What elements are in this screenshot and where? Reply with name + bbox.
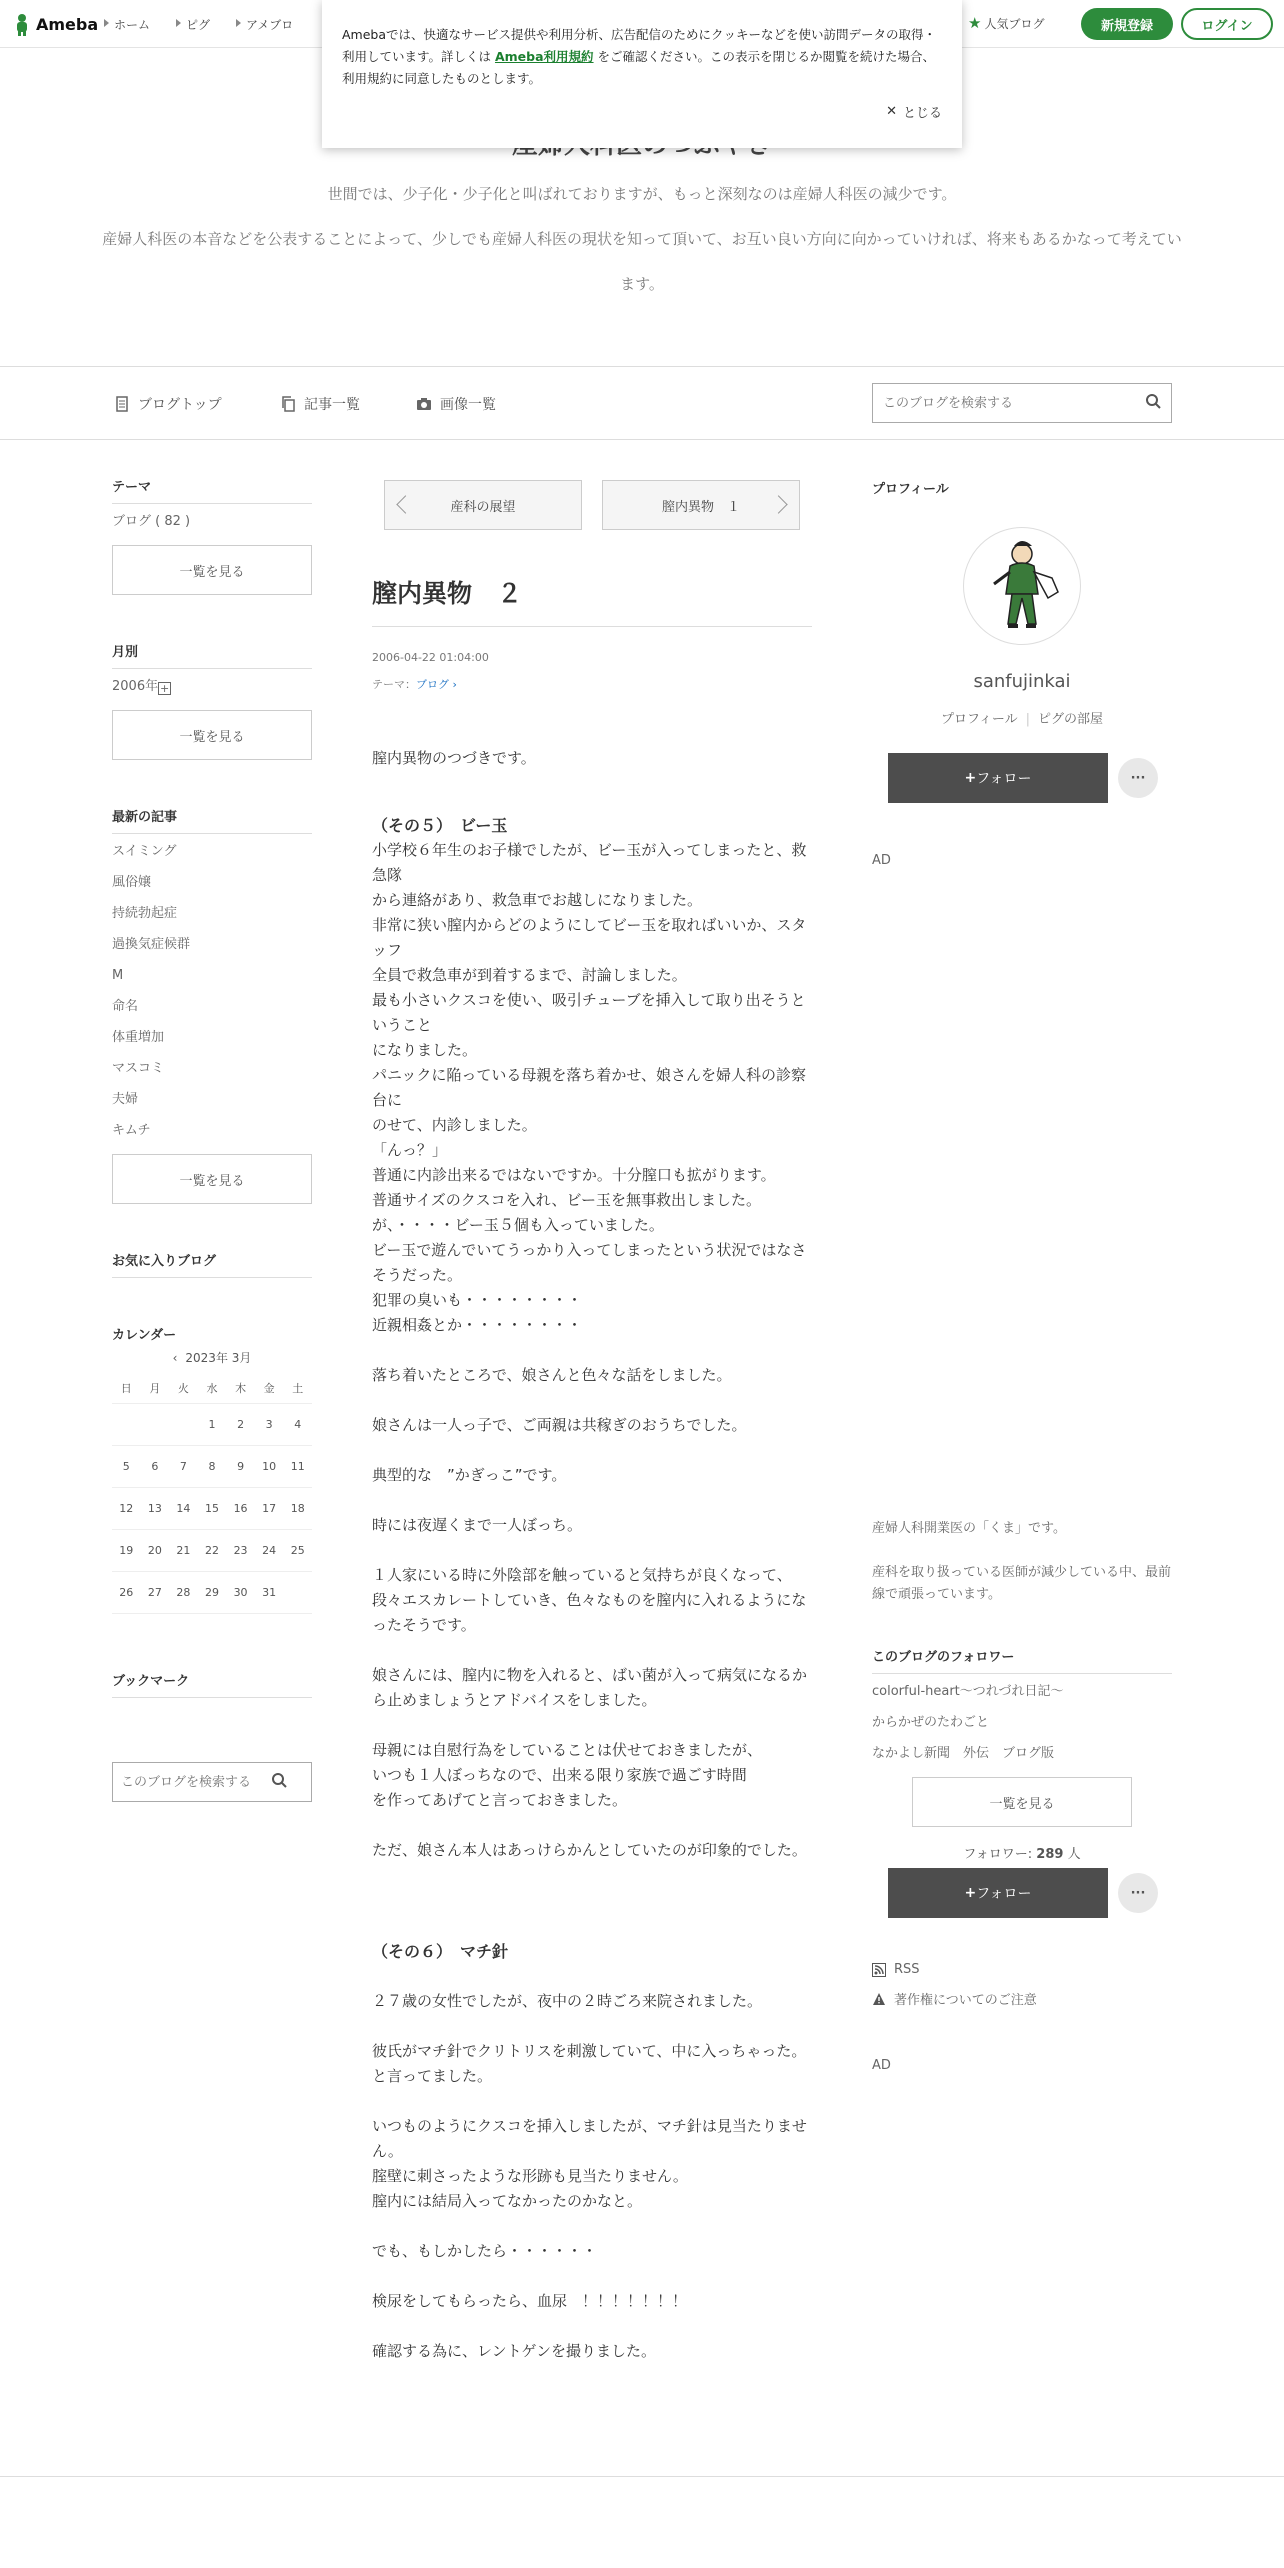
cookie-notice xyxy=(322,0,962,148)
recent-heading: 最新の記事 xyxy=(112,806,312,834)
cookie-close-button[interactable] xyxy=(886,102,942,121)
blog-top-link[interactable] xyxy=(114,394,222,414)
follow-button-2[interactable] xyxy=(888,1868,1108,1918)
calendar-day[interactable]: 16 xyxy=(226,1488,255,1530)
article-paragraph: 娘さんには、膣内に物を入れると、ばい菌が入って病気になるから止めましょうとアドバイスをしました。 xyxy=(372,1666,808,1709)
nav-pigg[interactable]: ピグ xyxy=(176,16,210,33)
blog-description xyxy=(95,172,1189,307)
blog-description-1: 世間では、少子化・少子化と叫ばれておりますが、もっと深刻なのは産婦人科医の減少です。 xyxy=(327,185,957,203)
calendar-weekday: 月 xyxy=(141,1374,170,1404)
calendar-day[interactable]: 26 xyxy=(112,1572,141,1614)
calendar-day[interactable]: 1 xyxy=(198,1404,227,1446)
follower-count-label: フォロワー: xyxy=(963,1847,1037,1862)
recent-item[interactable]: 命名 xyxy=(112,999,139,1014)
calendar-day[interactable]: 10 xyxy=(255,1446,284,1488)
ameba-logo[interactable] xyxy=(12,12,98,36)
article-theme-link[interactable]: ブログ xyxy=(416,678,449,691)
calendar-day[interactable]: 31 xyxy=(255,1572,284,1614)
month-heading: 月別 xyxy=(112,641,312,669)
signup-button[interactable]: 新規登録 xyxy=(1081,8,1173,40)
recent-see-all-button[interactable]: 一覧を見る xyxy=(112,1154,312,1204)
plus-icon: + xyxy=(964,1885,977,1901)
follower-item[interactable]: からかぜのたわごと xyxy=(872,1715,990,1730)
article-paragraph: ただ、娘さん本人はあっけらかんとしていたのが印象的でした。 xyxy=(372,1841,807,1859)
rss-label: RSS xyxy=(894,1962,920,1977)
cookie-close-label: とじる xyxy=(902,106,942,121)
article-date: 2006-04-22 01:04:00 xyxy=(372,651,489,664)
theme-item-blog[interactable]: ブログ ( 82 ) xyxy=(112,514,191,529)
article-body xyxy=(372,746,812,2364)
calendar-day[interactable]: 28 xyxy=(169,1572,198,1614)
calendar-day[interactable]: 30 xyxy=(226,1572,255,1614)
followers-heading: このブログのフォロワー xyxy=(872,1646,1172,1674)
pigg-room-link[interactable]: ピグの部屋 xyxy=(1038,712,1104,727)
more-options-button-2[interactable] xyxy=(1118,1873,1158,1913)
article-paragraph: 膣内異物のつづきです。 xyxy=(372,749,536,767)
blog-search-box xyxy=(872,383,1172,423)
calendar-weekday: 金 xyxy=(255,1374,284,1404)
terms-link[interactable]: Ameba利用規約 xyxy=(494,49,594,64)
profile-link[interactable]: プロフィール xyxy=(940,712,1018,727)
calendar-day[interactable]: 8 xyxy=(198,1446,227,1488)
camera-icon xyxy=(416,396,432,412)
recent-item[interactable]: M xyxy=(112,968,124,983)
calendar-grid xyxy=(112,1374,312,1614)
blog-description-2: 産婦人科医の本音などを公表することによって、少しでも産婦人科医の現状を知って頂いて、お互い良い方向に向かっていければ、将来もあるかなって考えています。 xyxy=(102,230,1182,293)
follower-count xyxy=(872,1843,1172,1862)
ameba-logo-text: Ameba xyxy=(36,14,99,34)
calendar-day[interactable]: 12 xyxy=(112,1488,141,1530)
theme-see-all-button[interactable]: 一覧を見る xyxy=(112,545,312,595)
follower-item[interactable]: colorful-heart～つれづれ日記～ xyxy=(872,1684,1064,1699)
follow-row xyxy=(888,753,1172,803)
article-paragraph: いつものようにクスコを挿入しましたが、マチ針は見当たりません。 腟壁に刺さったような形跡も見当たりません。 膣内には結局入ってなかったのかなと。 xyxy=(372,2117,807,2210)
recent-item[interactable]: マスコミ xyxy=(112,1061,165,1076)
article-paragraph: 小学校６年生のお子様でしたが、ビー玉が入ってしまったと、救急隊 から連絡があり、救急車でお越しになりました。 非常に狭い膣内からどのようにしてビー玉を取ればいいか、スタッフ 全員で救急車が到着するまで、討論しました。 最も小さいクスコを使い、吸引チューブを挿入して取り出そうということ になりました。 パニックに陥っている母親を落ち着かせ、娘さんを婦人科の診察台に のせて、内診しました。 「んっ？」 普通に内診出来るではないですか。十分膣口も拡がります。 普通サイズのクスコを入れ、ビー玉を無事救出しました。 が、・・・・ビー玉５個も入っていました。 ビー玉で遊んでいてうっかり入ってしまったという状況ではなさそうだった。 犯罪の臭いも・・・・・・・・ 近親相姦とか・・・・・・・・ xyxy=(372,841,807,1334)
ellipsis-icon: ··· xyxy=(1130,1885,1146,1901)
rss-icon xyxy=(872,1963,886,1977)
calendar-weekday: 火 xyxy=(169,1374,198,1404)
chevron-right-icon: › xyxy=(449,678,457,691)
ellipsis-icon: ··· xyxy=(1130,770,1146,786)
article-paragraph: 時には夜遅くまで一人ぼっち。 xyxy=(372,1516,583,1534)
global-nav xyxy=(104,16,293,33)
article-list-link[interactable] xyxy=(280,394,360,414)
calendar-heading: カレンダー xyxy=(112,1328,177,1343)
article-paragraph: ２７歳の女性でしたが、夜中の２時ごろ来院されました。 xyxy=(372,1992,763,2010)
calendar-weekday: 土 xyxy=(283,1374,312,1404)
profile-intro-2: 産科を取り扱っている医師が減少している中、最前線で頑張っています。 xyxy=(872,1565,1172,1602)
calendar-day[interactable]: 15 xyxy=(198,1488,227,1530)
profile-links xyxy=(872,708,1172,727)
calendar-day[interactable]: 22 xyxy=(198,1530,227,1572)
image-list-link[interactable] xyxy=(416,394,496,414)
profile-intro-1: 産婦人科開業医の「くま」です。 xyxy=(872,1521,1066,1536)
nav-ameblo[interactable]: アメブロ xyxy=(236,16,293,33)
cookie-text-before: Amebaでは、快適なサービス提供や利用分析、広告配信のためにクッキーなどを使い訪問データの取得・利用しています。詳しくは xyxy=(342,27,937,64)
pigg-avatar-icon xyxy=(964,528,1081,645)
calendar-day[interactable]: 21 xyxy=(169,1530,198,1572)
calendar-day[interactable]: 17 xyxy=(255,1488,284,1530)
article-paragraph: でも、もしかしたら・・・・・・ xyxy=(372,2242,598,2260)
calendar-day[interactable]: 13 xyxy=(141,1488,170,1530)
avatar[interactable] xyxy=(963,527,1081,645)
nav-home[interactable]: ホーム xyxy=(104,16,150,33)
calendar-day[interactable]: 23 xyxy=(226,1530,255,1572)
chevron-left-icon[interactable]: ‹ xyxy=(172,1351,178,1365)
month-item-2006[interactable] xyxy=(112,671,312,702)
month-item-label: 2006年 xyxy=(112,679,159,694)
cookie-text-after: をご確認ください。この表示を閉じるか閲覧を続けた場合、利用規約に同意したものとします。 xyxy=(342,49,936,86)
ad-label-2: AD xyxy=(872,2058,891,2073)
article-paragraph: 彼氏がマチ針でクリトリスを刺激していて、中に入っちゃった。 と言ってました。 xyxy=(372,2042,807,2085)
close-icon: ✕ xyxy=(886,104,897,119)
article-pager xyxy=(384,480,812,530)
article-paragraph: 典型的な ”かぎっこ”です。 xyxy=(372,1466,567,1484)
article-list-label: 記事一覧 xyxy=(304,397,360,413)
follow-row-2 xyxy=(888,1868,1172,1918)
copyright-notice-link[interactable] xyxy=(872,1989,1172,2008)
calendar-day xyxy=(169,1404,198,1446)
more-options-button[interactable] xyxy=(1118,758,1158,798)
ad-label: AD xyxy=(872,853,891,868)
search-icon[interactable] xyxy=(1145,393,1161,413)
month-see-all-button[interactable]: 一覧を見る xyxy=(112,710,312,760)
article-paragraph: 検尿をしてもらったら、血尿 ！！！！！！！ xyxy=(372,2292,688,2310)
followers-see-all-button[interactable]: 一覧を見る xyxy=(912,1777,1132,1827)
blog-search-input[interactable] xyxy=(883,396,1145,411)
ameba-mascot-icon xyxy=(12,12,32,36)
recent-item[interactable]: 夫婦 xyxy=(112,1092,139,1107)
calendar-day xyxy=(283,1572,312,1614)
follower-count-value: 289 xyxy=(1036,1847,1064,1862)
calendar-weekday: 木 xyxy=(226,1374,255,1404)
left-sidebar xyxy=(112,476,312,1802)
calendar-day[interactable]: 4 xyxy=(283,1404,312,1446)
calendar-day[interactable]: 29 xyxy=(198,1572,227,1614)
copy-icon xyxy=(280,396,296,412)
calendar-day[interactable]: 6 xyxy=(141,1446,170,1488)
footer-divider xyxy=(0,2476,1284,2477)
calendar xyxy=(112,1349,312,1614)
recent-list xyxy=(112,836,312,1146)
rss-link[interactable] xyxy=(872,1962,1172,1977)
followers-list xyxy=(872,1676,1172,1769)
profile-name[interactable]: sanfujinkai xyxy=(973,671,1071,692)
article-paragraph: 確認する為に、レントゲンを撮りました。 xyxy=(372,2342,657,2360)
follower-item[interactable]: なかよし新聞 外伝 ブログ版 xyxy=(872,1746,1055,1761)
article-paragraph: １人家にいる時に外陰部を触っていると気持ちが良くなって、 段々エスカレートしていき、色々なものを膣内に入れるようになったそうです。 xyxy=(372,1566,807,1634)
article-paragraph: 娘さんは一人っ子で、ご両親は共稼ぎのおうちでした。 xyxy=(372,1416,747,1434)
theme-heading: テーマ xyxy=(112,476,312,504)
article-main xyxy=(372,480,812,2364)
cookie-text xyxy=(342,24,942,90)
calendar-weekday: 水 xyxy=(198,1374,227,1404)
recent-item[interactable]: キムチ xyxy=(112,1123,151,1138)
popular-blog-label: 人気ブログ xyxy=(984,16,1045,31)
calendar-day[interactable]: 24 xyxy=(255,1530,284,1572)
article-paragraph: 母親には自慰行為をしていることは伏せておきましたが、 いつも１人ぼっちなので、出来る限り家族で過ごす時間 を作ってあげてと言っておきました。 xyxy=(372,1741,763,1809)
calendar-day[interactable]: 20 xyxy=(141,1530,170,1572)
calendar-weekday: 日 xyxy=(112,1374,141,1404)
calendar-day[interactable]: 14 xyxy=(169,1488,198,1530)
calendar-day[interactable]: 3 xyxy=(255,1404,284,1446)
calendar-day[interactable]: 11 xyxy=(283,1446,312,1488)
article-theme xyxy=(372,676,812,692)
calendar-day[interactable]: 2 xyxy=(226,1404,255,1446)
popular-blog-link[interactable] xyxy=(968,14,1044,32)
calendar-day[interactable]: 18 xyxy=(283,1488,312,1530)
profile-heading: プロフィール xyxy=(872,482,949,497)
article-subheading: （その５） ビー玉 xyxy=(372,816,508,835)
recent-item[interactable]: 風俗嬢 xyxy=(112,875,152,890)
blog-nav xyxy=(0,366,1284,440)
article-paragraph: 落ち着いたところで、娘さんと色々な話をしました。 xyxy=(372,1366,732,1384)
article-subheading: （その６） マチ針 xyxy=(372,1942,509,1961)
article-title[interactable]: 膣内異物 ２ xyxy=(372,574,812,627)
calendar-day xyxy=(112,1404,141,1446)
recent-item[interactable]: 体重増加 xyxy=(112,1030,165,1045)
follow-label: フォロー xyxy=(976,771,1032,787)
calendar-day[interactable]: 9 xyxy=(226,1446,255,1488)
calendar-day[interactable]: 27 xyxy=(141,1572,170,1614)
follower-count-unit: 人 xyxy=(1063,1847,1081,1862)
recent-item[interactable]: スイミング xyxy=(112,844,177,859)
login-button[interactable]: ログイン xyxy=(1181,8,1273,40)
sidebar-search-input[interactable] xyxy=(121,1775,271,1790)
separator: | xyxy=(1025,712,1031,727)
calendar-day[interactable]: 19 xyxy=(112,1530,141,1572)
calendar-day xyxy=(141,1404,170,1446)
plus-box-icon[interactable]: + xyxy=(159,682,170,695)
crown-icon: ★ xyxy=(968,14,982,32)
recent-item[interactable]: 過換気症候群 xyxy=(112,937,191,952)
calendar-day[interactable]: 5 xyxy=(112,1446,141,1488)
calendar-month: 2023年 3月 xyxy=(185,1351,252,1365)
recent-item[interactable]: 持続勃起症 xyxy=(112,906,178,921)
follow-label: フォロー xyxy=(976,1886,1032,1902)
bookmark-heading: ブックマーク xyxy=(112,1670,312,1698)
blog-top-label: ブログトップ xyxy=(138,397,222,413)
calendar-day[interactable]: 25 xyxy=(283,1530,312,1572)
search-icon[interactable] xyxy=(271,1772,287,1792)
document-icon xyxy=(114,396,130,412)
right-sidebar xyxy=(872,478,1172,2073)
prev-article-button[interactable]: 産科の展望 xyxy=(384,480,582,530)
article-theme-label: テーマ： xyxy=(372,678,416,691)
sidebar-search-box xyxy=(112,1762,312,1802)
plus-icon: + xyxy=(964,770,977,786)
image-list-label: 画像一覧 xyxy=(440,397,496,413)
follow-button[interactable] xyxy=(888,753,1108,803)
favorite-blog-heading: お気に入りブログ xyxy=(112,1250,312,1278)
calendar-day[interactable]: 7 xyxy=(169,1446,198,1488)
calendar-month-header xyxy=(112,1349,312,1366)
next-article-button[interactable]: 膣内異物 １ xyxy=(602,480,800,530)
warning-icon xyxy=(872,1992,886,2006)
copyright-label: 著作権についてのご注意 xyxy=(894,1993,1037,2008)
